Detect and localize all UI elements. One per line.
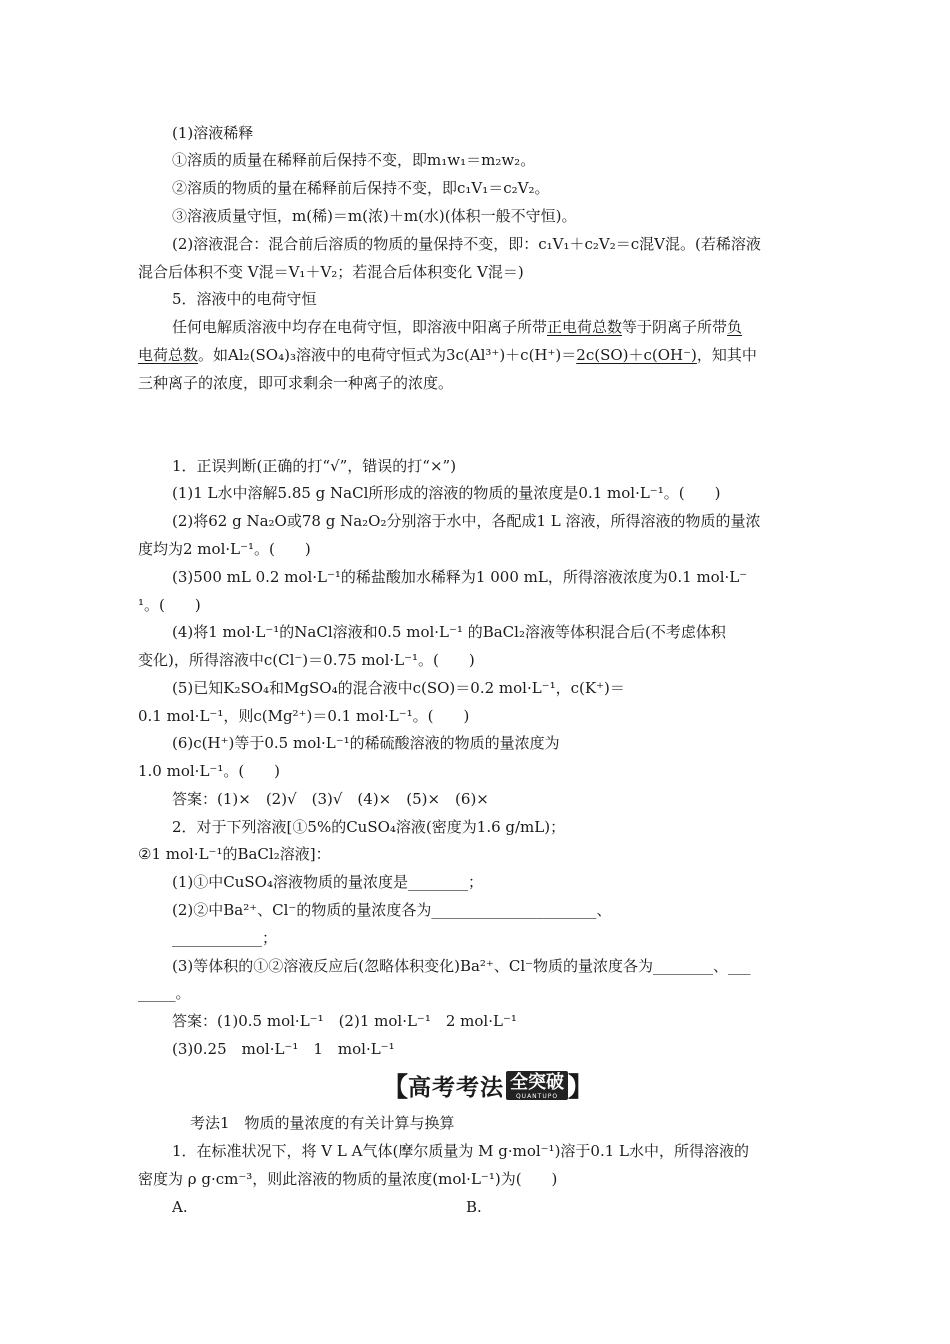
method-title: 考法1 物质的量浓度的有关计算与换算 bbox=[190, 1114, 455, 1132]
rule-text: ②溶质的物质的量在稀释前后保持不变，即 bbox=[172, 179, 458, 197]
paragraph-text: 任何电解质溶液中均存在电荷守恒，即溶液中阳离子所带 bbox=[172, 318, 548, 336]
underlined-term: 电荷总数 bbox=[138, 346, 199, 364]
q2-title: 2．对于下列溶液[①5%的CuSO₄溶液(密度为1.6 g/mL)； bbox=[172, 818, 566, 836]
q1-item-5-cont: 0.1 mol·L⁻¹，则c(Mg²⁺)＝0.1 mol·L⁻¹。( ) bbox=[138, 707, 470, 725]
mixing-rule-line-1: (2)溶液混合：混合前后溶质的物质的量保持不变，即：c₁V₁＋c₂V₂＝c混V混。(若稀溶液 bbox=[172, 235, 761, 253]
dilution-title: (1)溶液稀释 bbox=[172, 124, 254, 142]
q2-answer-cont: (3)0.25 mol·L⁻¹ 1 mol·L⁻¹ bbox=[172, 1040, 395, 1058]
problem-1-line-2: 密度为 ρ g·cm⁻³，则此溶液的物质的量浓度(mol·L⁻¹)为( ) bbox=[138, 1170, 558, 1188]
paragraph-text: 。如Al₂(SO₄)₃溶液中的电荷守恒式为3c(Al³⁺)＋c(H⁺)＝ bbox=[198, 346, 577, 364]
banner-badge bbox=[506, 1071, 568, 1100]
q2-title-cont: ②1 mol·L⁻¹的BaCl₂溶液]： bbox=[138, 845, 331, 863]
q1-item-4: (4)将1 mol·L⁻¹的NaCl溶液和0.5 mol·L⁻¹ 的BaCl₂溶液等体积混合后(不考虑体积 bbox=[172, 623, 726, 641]
q2-item-3-cont: _____。 bbox=[138, 984, 191, 1002]
mixing-rule-line-2: 混合后体积不变 V混＝V₁＋V₂；若混合后体积变化 V混＝) bbox=[138, 263, 524, 281]
q1-item-4-cont: 变化)，所得溶液中c(Cl⁻)＝0.75 mol·L⁻¹。( ) bbox=[138, 651, 475, 669]
charge-paragraph-line-2 bbox=[138, 344, 757, 366]
q2-item-2: (2)②中Ba²⁺、Cl⁻的物质的量浓度各为______________________、 bbox=[172, 901, 612, 919]
q1-item-3-cont: ¹。( ) bbox=[138, 596, 201, 614]
q1-answer: 答案：(1)× (2)√ (3)√ (4)× (5)× (6)× bbox=[172, 790, 489, 808]
option-b: B. bbox=[466, 1198, 482, 1216]
q1-item-6-cont: 1.0 mol·L⁻¹。( ) bbox=[138, 762, 281, 780]
dilution-rule-2 bbox=[172, 177, 550, 199]
paragraph-text: ，知其中 bbox=[696, 346, 757, 364]
charge-paragraph-line-3: 三种离子的浓度，即可求剩余一种离子的浓度。 bbox=[138, 374, 454, 392]
q1-title: 1．正误判断(正确的打“√”，错误的打“×”) bbox=[172, 457, 457, 475]
rule-text: ①溶质的质量在稀释前后保持不变，即 bbox=[172, 151, 428, 169]
dilution-rule-1 bbox=[172, 149, 535, 171]
rule-formula: m₁w₁＝m₂w₂。 bbox=[427, 151, 536, 169]
underlined-term: 正电荷总数 bbox=[547, 318, 623, 336]
banner-title: 高考考法 bbox=[408, 1074, 505, 1101]
q2-item-3: (3)等体积的①②溶液反应后(忽略体积变化)Ba²⁺、Cl⁻物质的量浓度各为________、___ bbox=[172, 957, 751, 975]
q1-item-5: (5)已知K₂SO₄和MgSO₄的混合液中c(SO)＝0.2 mol·L⁻¹，c(K⁺)＝ bbox=[172, 679, 625, 697]
q2-item-1: (1)①中CuSO₄溶液物质的量浓度是________； bbox=[172, 873, 483, 891]
paragraph-text: 等于阴离子所带 bbox=[622, 318, 728, 336]
rule-formula: c₁V₁＝c₂V₂。 bbox=[457, 179, 550, 197]
problem-1-line-1: 1．在标准状况下，将 V L A气体(摩尔质量为 M g·mol⁻¹)溶于0.1 L水中，所得溶液的 bbox=[172, 1142, 750, 1160]
option-a: A. bbox=[172, 1198, 188, 1216]
dilution-rule-3: ③溶液质量守恒，m(稀)＝m(浓)＋m(水)(体积一般不守恒)。 bbox=[172, 207, 577, 225]
left-bracket: 【 bbox=[382, 1072, 409, 1103]
charge-paragraph-line-1 bbox=[172, 316, 742, 338]
underlined-formula: 2c(SO)＋c(OH⁻) bbox=[576, 346, 697, 364]
q2-answer: 答案：(1)0.5 mol·L⁻¹ (2)1 mol·L⁻¹ 2 mol·L⁻¹ bbox=[172, 1012, 517, 1030]
q1-item-2-cont: 度均为2 mol·L⁻¹。( ) bbox=[138, 540, 311, 558]
q1-item-2: (2)将62 g Na₂O或78 g Na₂O₂分别溶于水中，各配成1 L 溶液，所得溶液的物质的量浓 bbox=[172, 512, 761, 530]
q1-item-6: (6)c(H⁺)等于0.5 mol·L⁻¹的稀硫酸溶液的物质的量浓度为 bbox=[172, 734, 560, 752]
section-banner bbox=[382, 1068, 594, 1102]
underlined-term: 负 bbox=[727, 318, 743, 336]
right-bracket: 】 bbox=[568, 1072, 595, 1103]
q1-item-1: (1)1 L水中溶解5.85 g NaCl所形成的溶液的物质的量浓度是0.1 mol·L⁻¹。( ) bbox=[172, 484, 721, 502]
q1-item-3: (3)500 mL 0.2 mol·L⁻¹的稀盐酸加水稀释为1 000 mL，所得溶液浓度为0.1 mol·L⁻ bbox=[172, 568, 748, 586]
q2-item-2-cont: ____________； bbox=[172, 929, 278, 947]
badge-subtext: QUANTUPO bbox=[515, 1092, 559, 1100]
charge-conservation-title: 5．溶液中的电荷守恒 bbox=[172, 290, 317, 308]
badge-text: 全突破 bbox=[510, 1071, 565, 1093]
